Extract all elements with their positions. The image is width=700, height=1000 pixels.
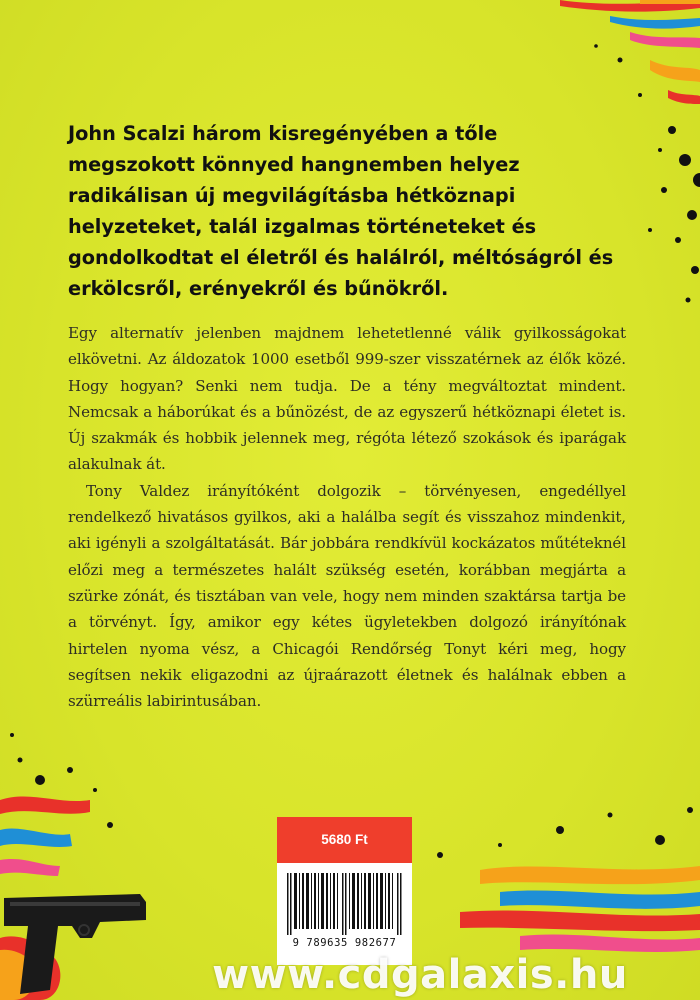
barcode-panel (277, 863, 412, 965)
watermark-url: www.cdgalaxis.hu (212, 952, 628, 998)
barcode-icon (287, 873, 402, 935)
price-label (277, 817, 412, 863)
description-paragraph-2: Tony Valdez irányítóként dolgozik – törvényesen, engedéllyel rendelkező hivatásos gyilkos, aki a halálba segít és visszahoz mindenkit, aki igényli a szolgáltatását. Bár jobbára rendkívül kockázatos műtéteknél előzi meg a természetes halált szükség esetén, korábban megjárta a szürke zónát, és tisztában van vele, hogy nem minden szaktársa tartja be a törvényt. Így, amikor egy kétes ügyletekben dolgozó irányítónak hirtelen nyoma vész, a Chicagói Rendőrség Tonyt kéri meg, hogy segítsen nekik eligazodni az újraárazott életnek és halálnak ebben a szürreális labirintusában. (68, 481, 626, 711)
pistol-icon (0, 890, 150, 1000)
description-text (68, 320, 626, 714)
isbn-number: 9 789635 982677 (292, 937, 397, 949)
lead-paragraph: John Scalzi három kisregényében a tőle megszokott könnyed hangnemben helyez radikálisan új megvilágításba hétköznapi helyzeteket, talál izgalmas történeteket és gondolkodtat el életről és halálról, méltóságról és erkölcsről, erényekről és bűnökről. (68, 122, 614, 300)
description-paragraph-1: Egy alternatív jelenben majdnem lehetetlenné válik gyilkosságokat elkövetni. Az áldozatok 1000 esetből 999-szer visszatérnek az élők közé. Hogy hogyan? Senki nem tudja. De a tény megváltoztat mindent. Nemcsak a háborúkat és a bűnözést, de az egyszerű hétköznapi életet is. Új szakmák és hobbik jelennek meg, régóta létező szokások és iparágak alakulnak át. (68, 324, 626, 474)
price-text: 5680 Ft (321, 832, 368, 847)
